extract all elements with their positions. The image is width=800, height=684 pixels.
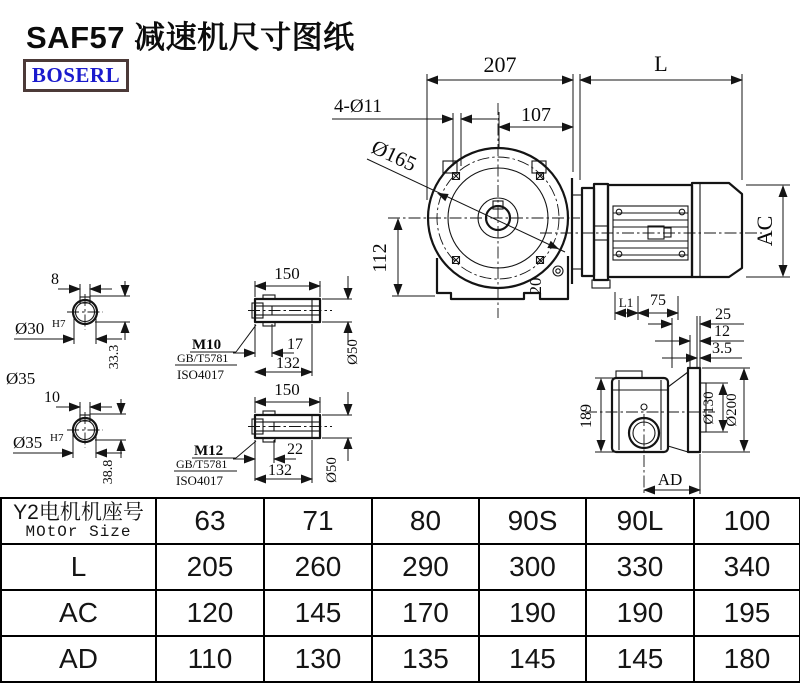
table-header-cell: [1, 498, 156, 544]
table-header-row: [1, 498, 800, 544]
dim-12: 12: [714, 323, 730, 340]
std-iso-bottom: ISO4017: [176, 473, 223, 488]
AC-value: 170: [372, 590, 479, 636]
front-view: [332, 51, 790, 318]
table-row-AC: [1, 590, 800, 636]
AD-value: 130: [264, 636, 372, 682]
dim-75: 75: [650, 292, 666, 309]
front-view-dimensions: [332, 51, 790, 296]
motor-size-100: 100: [694, 498, 800, 544]
dim-33-3: 33.3: [107, 344, 122, 370]
hollow-shaft-top: [175, 264, 361, 382]
std-gb-bottom: GB/T5781: [176, 457, 228, 471]
dim-O50-top: Ø50: [345, 339, 361, 365]
dim-O35: Ø35: [13, 433, 43, 452]
brand-logo: BOSERL: [23, 59, 129, 92]
dim-key-8: 8: [51, 271, 59, 288]
dim-150-top: 150: [274, 264, 300, 283]
dim-L1: L1: [618, 295, 634, 310]
dim-O30-tol: H7: [52, 318, 66, 330]
L-value: 205: [156, 544, 264, 590]
dimension-table: [0, 497, 800, 683]
motor-size-63: 63: [156, 498, 264, 544]
AC-value: 145: [264, 590, 372, 636]
shaft-section-top: [14, 271, 130, 369]
L-value: 340: [694, 544, 800, 590]
dim-107: 107: [521, 104, 551, 126]
dim-O35-tol: H7: [50, 432, 64, 444]
shaft-section-bottom: [13, 389, 126, 484]
AD-value: 110: [156, 636, 264, 682]
motor-size-90L: 90L: [586, 498, 694, 544]
dim-L: L: [654, 51, 668, 76]
dim-25: 25: [715, 306, 731, 323]
AC-value: 190: [586, 590, 694, 636]
L-value: 290: [372, 544, 479, 590]
row-label-AD: AD: [1, 636, 156, 682]
thread-M10: M10: [192, 337, 222, 353]
AD-value: 145: [586, 636, 694, 682]
dim-22: 22: [287, 441, 303, 458]
AC-value: 195: [694, 590, 800, 636]
motor-size-71: 71: [264, 498, 372, 544]
AD-value: 135: [372, 636, 479, 682]
dim-AD: AD: [657, 470, 683, 489]
page-title: SAF57 减速机尺寸图纸: [26, 20, 355, 55]
dim-112: 112: [369, 243, 391, 273]
thread-M12: M12: [194, 443, 224, 459]
dim-4xO11: 4-Ø11: [334, 96, 382, 117]
dim-O50-bottom: Ø50: [324, 457, 340, 483]
AD-value: 145: [479, 636, 586, 682]
hollow-shaft-bottom: [174, 380, 352, 488]
dim-O30: Ø30: [15, 319, 45, 338]
dim-3-5: 3.5: [712, 340, 732, 357]
std-gb-top: GB/T5781: [177, 351, 229, 365]
motor-size-80: 80: [372, 498, 479, 544]
dim-207: 207: [483, 52, 517, 77]
dim-O165: Ø165: [367, 134, 421, 177]
dim-150-bottom: 150: [274, 380, 300, 399]
row-label-AC: AC: [1, 590, 156, 636]
AC-value: 190: [479, 590, 586, 636]
motor-fins: [613, 213, 688, 255]
AC-value: 120: [156, 590, 264, 636]
row-label-L: L: [1, 544, 156, 590]
L-value: 260: [264, 544, 372, 590]
dim-AC: AC: [752, 215, 777, 247]
table-row-AD: [1, 636, 800, 682]
dim-132-top: 132: [276, 355, 300, 372]
dim-20: 20: [526, 277, 545, 295]
side-view: [578, 292, 750, 496]
L-value: 330: [586, 544, 694, 590]
dim-17: 17: [287, 336, 303, 353]
motor-size-label-en: MOtOr Size: [25, 523, 132, 542]
dim-key-10: 10: [44, 389, 60, 406]
AD-value: 180: [694, 636, 800, 682]
dim-O130: Ø130: [701, 391, 717, 425]
shaft-dia-label: Ø35: [6, 369, 36, 388]
dim-132-bottom: 132: [268, 462, 292, 479]
motor-size-label-cn: Y2电机机座号: [13, 501, 144, 525]
housing-outline: [437, 256, 568, 299]
dim-O200: Ø200: [724, 393, 740, 427]
table-row-L: [1, 544, 800, 590]
std-iso-top: ISO4017: [177, 367, 224, 382]
motor-size-90S: 90S: [479, 498, 586, 544]
L-value: 300: [479, 544, 586, 590]
dim-38-8: 38.8: [101, 459, 116, 485]
dim-189: 189: [578, 404, 595, 428]
motor-body: [608, 183, 742, 277]
